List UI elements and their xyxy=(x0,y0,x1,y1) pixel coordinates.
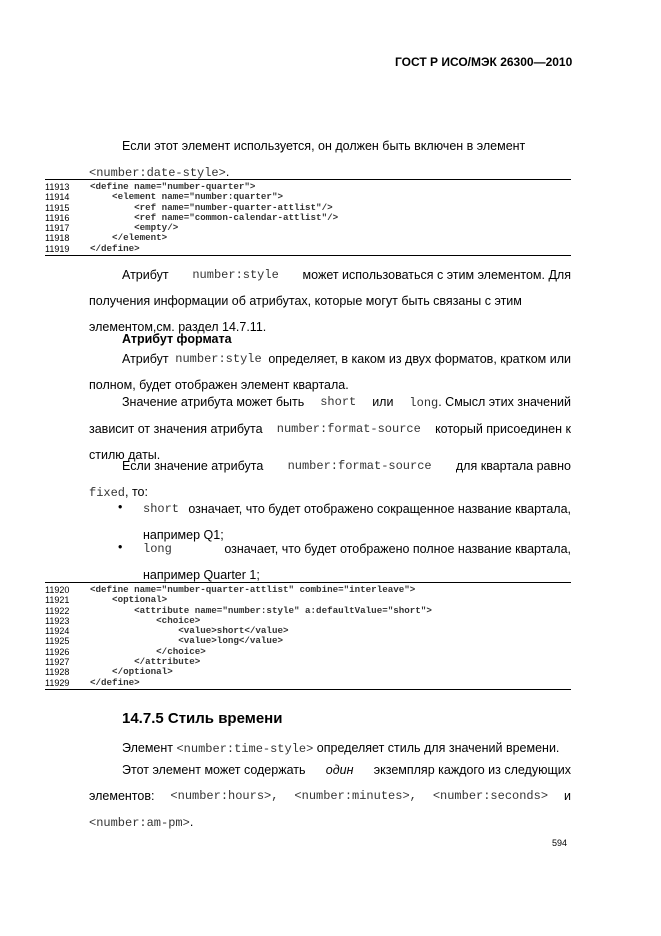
code-text: </choice> xyxy=(90,645,206,657)
code-block-quarter xyxy=(45,179,571,256)
date-style-code: <number:date-style> xyxy=(89,166,226,180)
attribute-format-heading: Атрибут формата xyxy=(122,332,232,346)
line-number: 11913 xyxy=(45,182,70,192)
document-header: ГОСТ Р ИСО/МЭК 26300—2010 xyxy=(395,55,573,69)
paragraph-number-style-format: Атрибут number:style определяет, в каком из двух форматов, кратком или полном, будет отображен элемент квартала. xyxy=(89,352,571,392)
code-text: <optional> xyxy=(90,594,168,606)
p1-line-3: элементом,см. раздел 14.7.11. xyxy=(89,320,267,334)
paragraph-values: Значение атрибута может быть short или long. Смысл этих значений зависит от значения атрибута number:format-source который присоединен к стилю даты. xyxy=(89,395,571,462)
line-number: 11916 xyxy=(45,212,70,223)
section-heading: 14.7.5 Стиль времени xyxy=(122,710,283,727)
code-text: <ref name="number-quarter-attlist"/> xyxy=(90,201,333,213)
intro-paragraph: Если этот элемент используется, он должен быть включен в элемент <number:date-style>. xyxy=(89,133,571,186)
code-line xyxy=(45,244,571,254)
code-text: </define> xyxy=(90,676,140,688)
bullet-mark: • xyxy=(118,500,123,514)
line-number: 11917 xyxy=(45,223,70,234)
code-text: <choice> xyxy=(90,614,201,626)
paragraph-time-style: Элемент <number:time-style> определяет стиль для значений времени. xyxy=(122,741,560,756)
line-number: 11921 xyxy=(45,595,70,606)
line-number: 11924 xyxy=(45,626,70,637)
code-text: <ref name="common-calendar-attlist"/> xyxy=(90,211,339,223)
line-number: 11926 xyxy=(45,646,70,657)
line-number: 11922 xyxy=(45,605,70,616)
intro-line-1: Если этот элемент используется, он должен быть включен в элемент xyxy=(122,139,526,153)
p1-line-2: получения информации об атрибутах, которые могут быть связаны с этим xyxy=(89,294,522,308)
line-number: 11914 xyxy=(45,192,70,203)
code-text: <value>short</value> xyxy=(90,625,289,637)
code-line xyxy=(45,678,571,688)
line-number: 11928 xyxy=(45,667,70,678)
line-number: 11920 xyxy=(45,585,70,595)
line-number: 11915 xyxy=(45,202,70,213)
code-text: </attribute> xyxy=(90,656,201,668)
paragraph-number-style-usage: Атрибут number:style может использоваться с этим элементом. Для получения информации об атрибутах, которые могут быть связаны с этим элементом,см. раздел 14.7.11. xyxy=(89,262,571,340)
line-number: 11919 xyxy=(45,243,70,254)
page-number: 594 xyxy=(552,838,568,848)
line-number: 11927 xyxy=(45,657,70,668)
line-number: 11925 xyxy=(45,636,70,647)
code-text: </optional> xyxy=(90,666,173,678)
bullet-short: short означает, что будет отображено сокращенное название квартала, например Q1; xyxy=(143,502,571,542)
paragraph-elements: Этот элемент может содержать один экземпляр каждого из следующих элементов: <number:hours>, <number:minutes>, <number:seconds> и <number:am-pm>. xyxy=(89,763,571,830)
line-number: 11923 xyxy=(45,615,70,626)
code-text: </element> xyxy=(90,232,168,244)
code-block-quarter-attlist xyxy=(45,582,571,690)
paragraph-format-source: Если значение атрибута number:format-source для квартала равно fixed, то: xyxy=(89,459,571,500)
code-text: <attribute name="number:style" a:defaultValue="short"> xyxy=(90,604,432,616)
bullet-mark: • xyxy=(118,540,123,554)
line-number: 11918 xyxy=(45,233,70,244)
code-text: <empty/> xyxy=(90,222,179,234)
line-number: 11929 xyxy=(45,677,70,688)
code-text: <define name="number-quarter-attlist" combine="interleave"> xyxy=(90,584,416,595)
number-style-code: number:style xyxy=(192,268,279,282)
code-text: <value>long</value> xyxy=(90,635,283,647)
bullet-long: long означает, что будет отображено полное название квартала, например Quarter 1; xyxy=(143,542,571,582)
code-text: </define> xyxy=(90,242,140,254)
code-text: <element name="number:quarter"> xyxy=(90,191,283,203)
code-text: <define name="number-quarter"> xyxy=(90,181,256,192)
